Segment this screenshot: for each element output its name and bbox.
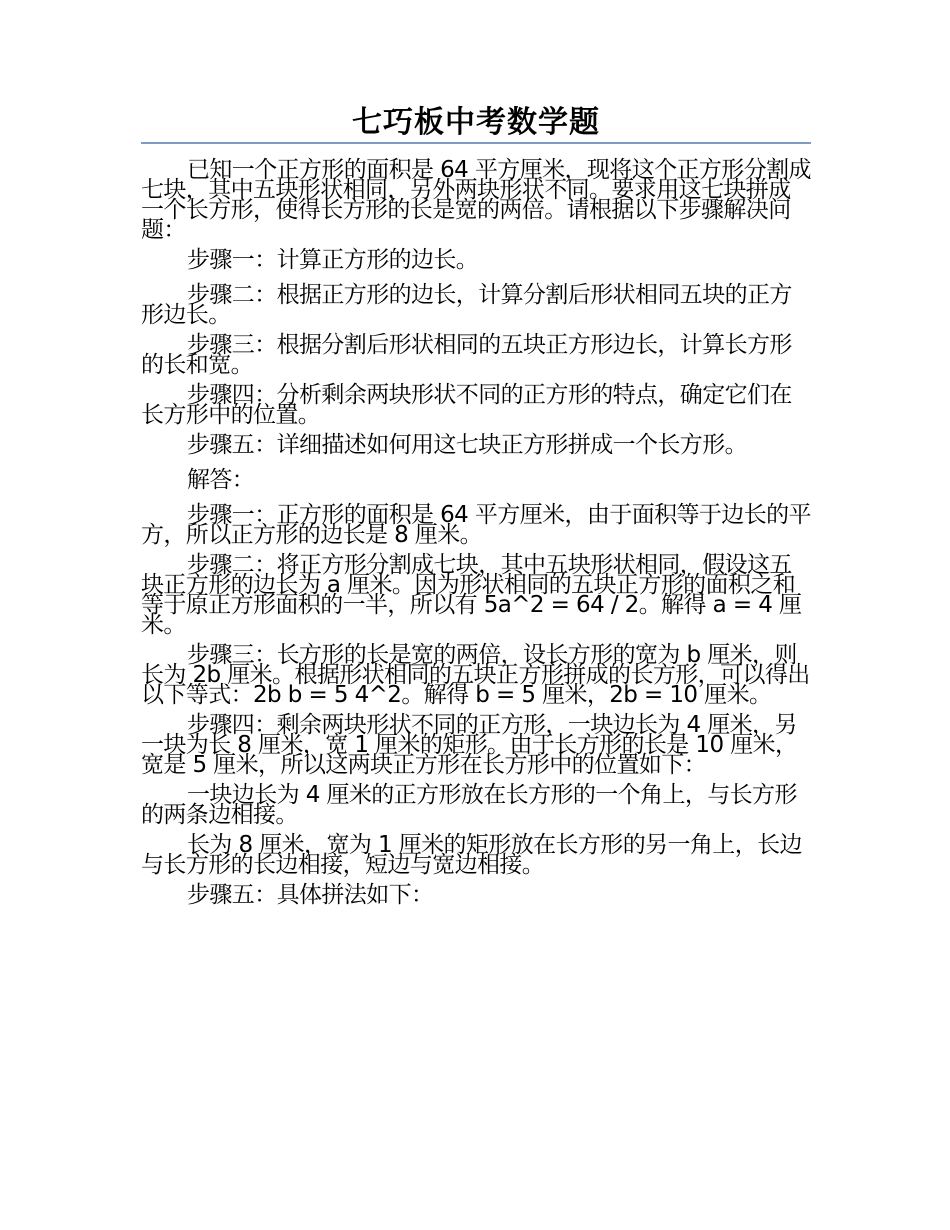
step-1-answer: 步骤一：正方形的面积是 64 平方厘米，由于面积等于边长的平方，所以正方形的边长是 8 厘米。 — [141, 502, 811, 548]
step-1-question: 步骤一：计算正方形的边长。 — [187, 247, 479, 273]
step-4-answer: 步骤四：剩余两块形状不同的正方形，一块边长为 4 厘米，另一块为长 8 厘米，宽 1 厘米的矩形。由于长方形的长是 10 厘米，宽是 5 厘米，所以这两块正方形在长方形中的位置如下： — [141, 712, 798, 778]
step-4-question: 步骤四：分析剩余两块形状不同的正方形的特点，确定它们在长方形中的位置。 — [141, 382, 792, 428]
document-title: 七巧板中考数学题 — [352, 105, 600, 140]
rectangle-placement: 长为 8 厘米，宽为 1 厘米的矩形放在长方形的另一角上，长边与长方形的长边相接，短边与宽边相接。 — [141, 832, 802, 878]
step-3-answer: 步骤三：长方形的长是宽的两倍，设长方形的宽为 b 厘米，则长为 2b 厘米。根据形状相同的五块正方形拼成的长方形，可以得出以下等式：2b b = 5 4^2。解得 b = 5 厘米，2b = 10 厘米。 — [141, 642, 810, 708]
answer-heading: 解答： — [187, 467, 255, 493]
problem-statement: 已知一个正方形的面积是 64 平方厘米，现将这个正方形分割成七块，其中五块形状相同，另外两块形状不同。要求用这七块拼成一个长方形，使得长方形的长是宽的两倍。请根据以下步骤解决问题： — [141, 157, 811, 243]
step-3-question: 步骤三：根据分割后形状相同的五块正方形边长，计算长方形的长和宽。 — [141, 332, 792, 378]
step-2-answer: 步骤二：将正方形分割成七块，其中五块形状相同，假设这五块正方形的边长为 a 厘米。因为形状相同的五块正方形的面积之和等于原正方形面积的一半，所以有 5a^2 = 64 / 2。解得 a = 4 厘米。 — [141, 552, 802, 638]
step-2-question: 步骤二：根据正方形的边长，计算分割后形状相同五块的正方形边长。 — [141, 282, 792, 328]
title-underline — [141, 142, 811, 144]
step-5-answer: 步骤五：具体拼法如下： — [187, 882, 434, 908]
step-5-question: 步骤五：详细描述如何用这七块正方形拼成一个长方形。 — [187, 432, 748, 458]
square-placement: 一块边长为 4 厘米的正方形放在长方形的一个角上，与长方形的两条边相接。 — [141, 782, 797, 828]
document-page — [141, 104, 811, 915]
